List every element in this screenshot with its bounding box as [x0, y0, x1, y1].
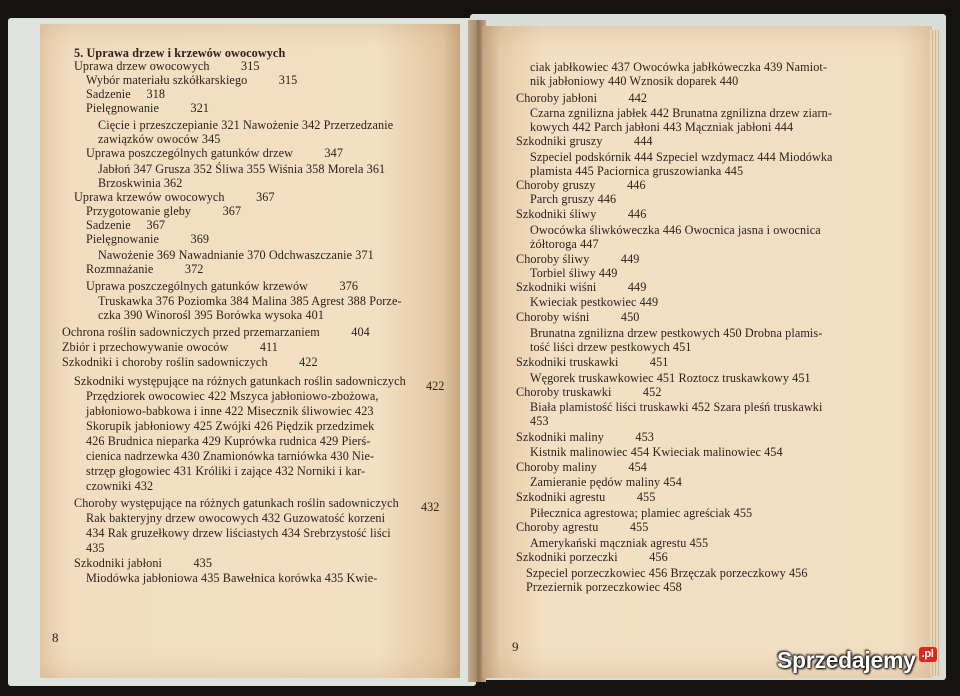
toc-entry: 434 Rak gruzełkowy drzew liściastych 434 Srebrzystość liści [86, 526, 391, 540]
toc-entry: Przygotowanie gleby 367 [86, 204, 242, 218]
toc-entry: Choroby agrestu 455 [516, 520, 649, 534]
toc-entry: strzęp głogowiec 431 Króliki i zające 432 Norniki i kar- [86, 464, 366, 478]
toc-entry: Szkodniki występujące na różnych gatunkach roślin sadowniczych [74, 374, 406, 388]
toc-entry: tość liści drzew pestkowych 451 [530, 340, 692, 354]
toc-entry: czka 390 Winorośl 395 Borówka wysoka 401 [98, 308, 325, 322]
toc-entry: Choroby maliny 454 [516, 460, 648, 474]
toc-entry: Szkodniki maliny 453 [516, 430, 654, 444]
toc-entry: Choroby śliwy 449 [516, 252, 640, 266]
toc-entry: kowych 442 Parch jabłoni 443 Mączniak jabłoni 444 [530, 120, 794, 134]
toc-entry: Szpeciel porzeczkowiec 456 Brzęczak porzeczkowy 456 [526, 566, 808, 580]
toc-entry: Choroby jabłoni 442 [516, 91, 648, 105]
toc-entry: ciak jabłkowiec 437 Owocówka jabłkóweczka 439 Namiot- [530, 60, 828, 74]
toc-entry: Szkodniki jabłoni 435 [74, 556, 213, 570]
toc-entry: Ochrona roślin sadowniczych przed przemarzaniem 404 [62, 325, 370, 339]
page-edges [930, 30, 940, 676]
page-number: 8 [52, 630, 59, 645]
toc-entry: Kwieciak pestkowiec 449 [530, 295, 659, 309]
page-number: 9 [512, 639, 519, 654]
toc-entry: Jabłoń 347 Grusza 352 Śliwa 355 Wiśnia 358 Morela 361 [98, 162, 386, 176]
toc-entry: Brzoskwinia 362 [98, 176, 183, 190]
section-heading: 5. Uprawa drzew i krzewów owocowych [74, 46, 286, 60]
toc-entry: Choroby truskawki 452 [516, 385, 662, 399]
toc-entry: Czarna zgnilizna jabłek 442 Brunatna zgnilizna drzew ziarn- [530, 106, 832, 120]
toc-entry: cienica nadrzewka 430 Znamionówka tarniówka 430 Nie- [86, 449, 375, 463]
margin-page-number: 422 [426, 379, 445, 393]
toc-entry: Węgorek truskawkowiec 451 Roztocz truskawkowy 451 [530, 371, 811, 385]
right-page [482, 26, 932, 678]
toc-entry: zawiązków owoców 345 [98, 132, 221, 146]
watermark-badge: .pl [919, 647, 937, 662]
toc-entry: Truskawka 376 Poziomka 384 Malina 385 Agrest 388 Porze- [98, 294, 402, 308]
toc-entry: 435 [86, 541, 105, 555]
toc-entry: Skorupik jabłoniowy 425 Zwójki 426 Piędzik przedzimek [86, 419, 375, 433]
toc-entry: Zamieranie pędów maliny 454 [530, 475, 682, 489]
watermark-text: Sprzedajemy [777, 646, 916, 673]
toc-entry: Choroby wiśni 450 [516, 310, 640, 324]
toc-entry: Szpeciel podskórnik 444 Szpeciel wzdymacz 444 Miodówka [530, 150, 833, 164]
toc-entry: Cięcie i przeszczepianie 321 Nawożenie 342 Przerzedzanie [98, 118, 394, 132]
toc-entry: Rak bakteryjny drzew owocowych 432 Guzowatość korzeni [86, 511, 386, 525]
watermark [777, 645, 937, 675]
toc-entry: Rozmnażanie 372 [86, 262, 204, 276]
toc-entry: czowniki 432 [86, 479, 154, 493]
left-page [40, 24, 460, 678]
toc-entry: Szkodniki truskawki 451 [516, 355, 669, 369]
toc-entry: Uprawa poszczególnych gatunków krzewów 376 [86, 279, 359, 293]
toc-entry: Przędziorek owocowiec 422 Mszyca jabłoniowo-zbożowa, [86, 389, 379, 403]
toc-entry: Sadzenie 318 [86, 87, 166, 101]
toc-entry: Wybór materiału szkółkarskiego 315 [86, 73, 298, 87]
toc-entry: Biała plamistość liści truskawki 452 Szara pleśń truskawki [530, 400, 823, 414]
toc-entry: Szkodniki gruszy 444 [516, 134, 653, 148]
toc-entry: Uprawa krzewów owocowych 367 [74, 190, 275, 204]
toc-entry: Pielęgnowanie 321 [86, 101, 210, 115]
toc-entry: Miodówka jabłoniowa 435 Bawełnica korówka 435 Kwie- [86, 571, 378, 585]
toc-entry: plamista 445 Paciornica gruszowianka 445 [530, 164, 744, 178]
toc-entry: Owocówka śliwkóweczka 446 Owocnica jasna i owocnica [530, 223, 821, 237]
toc-entry: żółtoroga 447 [530, 237, 599, 251]
toc-entry: Choroby gruszy 446 [516, 178, 646, 192]
toc-entry: Szkodniki agrestu 455 [516, 490, 656, 504]
toc-entry: Torbiel śliwy 449 [530, 266, 618, 280]
toc-entry: Parch gruszy 446 [530, 192, 617, 206]
margin-page-number: 432 [421, 500, 440, 514]
toc-entry: Piłecznica agrestowa; plamiec agreściak 455 [530, 506, 753, 520]
toc-entry: Zbiór i przechowywanie owoców 411 [62, 340, 278, 354]
toc-entry: Szkodniki śliwy 446 [516, 207, 647, 221]
toc-entry: Sadzenie 367 [86, 218, 166, 232]
toc-entry: Przeziernik porzeczkowiec 458 [526, 580, 682, 594]
toc-entry: Szkodniki i choroby roślin sadowniczych 422 [62, 355, 318, 369]
toc-entry: Amerykański mączniak agrestu 455 [530, 536, 709, 550]
toc-entry: 453 [530, 414, 549, 428]
toc-entry: 426 Brudnica nieparka 429 Kuprówka rudnica 429 Pierś- [86, 434, 371, 448]
toc-entry: Szkodniki wiśni 449 [516, 280, 647, 294]
toc-entry: nik jabłoniowy 440 Wznosik doparek 440 [530, 74, 739, 88]
toc-entry: Uprawa drzew owocowych 315 [74, 59, 260, 73]
toc-entry: Szkodniki porzeczki 456 [516, 550, 668, 564]
toc-entry: Nawożenie 369 Nawadnianie 370 Odchwaszczanie 371 [98, 248, 374, 262]
toc-entry: Uprawa poszczególnych gatunków drzew 347 [86, 146, 344, 160]
toc-entry: Choroby występujące na różnych gatunkach roślin sadowniczych [74, 496, 399, 510]
toc-entry: Kistnik malinowiec 454 Kwieciak malinowiec 454 [530, 445, 783, 459]
toc-entry: Pielęgnowanie 369 [86, 232, 210, 246]
toc-entry: Brunatna zgnilizna drzew pestkowych 450 Drobna plamis- [530, 326, 823, 340]
toc-entry: jabłoniowo-babkowa i inne 422 Misecznik śliwowiec 423 [86, 404, 374, 418]
